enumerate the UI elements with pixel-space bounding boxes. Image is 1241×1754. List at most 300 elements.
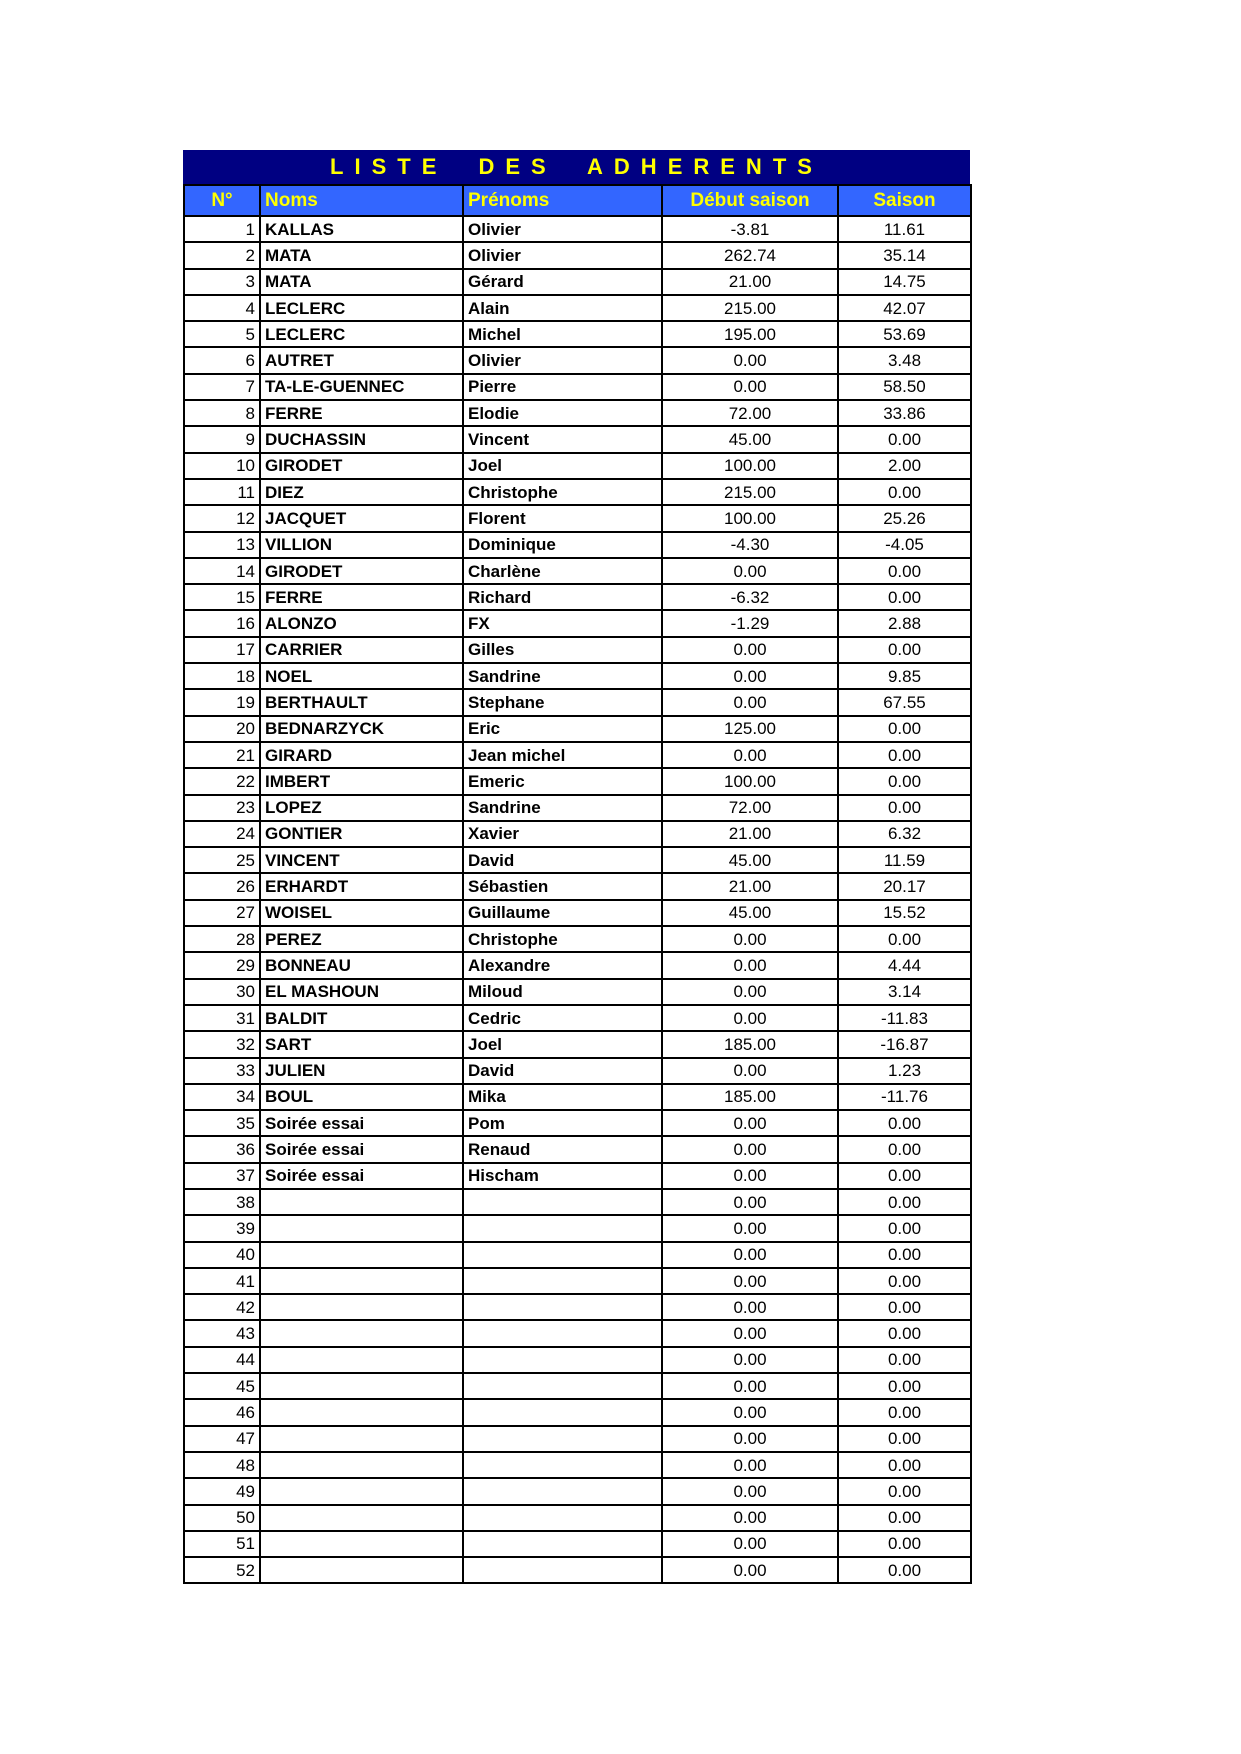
cell-prenom [463, 1452, 662, 1478]
cell-nom: FERRE [260, 584, 463, 610]
cell-numero: 12 [184, 505, 260, 531]
table-row [184, 821, 971, 847]
cell-numero: 14 [184, 558, 260, 584]
cell-saison: 0.00 [838, 1189, 971, 1215]
cell-saison: 0.00 [838, 479, 971, 505]
table-row [184, 795, 971, 821]
column-header-prenoms: Prénoms [463, 185, 662, 216]
table-row [184, 873, 971, 899]
cell-prenom: Alain [463, 295, 662, 321]
cell-numero: 15 [184, 584, 260, 610]
cell-numero: 7 [184, 374, 260, 400]
cell-prenom [463, 1426, 662, 1452]
cell-prenom: Xavier [463, 821, 662, 847]
cell-numero: 32 [184, 1031, 260, 1057]
cell-prenom: Olivier [463, 347, 662, 373]
cell-numero: 39 [184, 1215, 260, 1241]
cell-debut-saison: 185.00 [662, 1031, 838, 1057]
cell-nom [260, 1294, 463, 1320]
cell-nom: Soirée essai [260, 1110, 463, 1136]
table-row [184, 1242, 971, 1268]
cell-nom: EL MASHOUN [260, 979, 463, 1005]
cell-prenom: Guillaume [463, 900, 662, 926]
cell-prenom: Cedric [463, 1005, 662, 1031]
cell-prenom [463, 1531, 662, 1557]
table-row [184, 1478, 971, 1504]
cell-numero: 29 [184, 952, 260, 978]
cell-nom: MATA [260, 269, 463, 295]
cell-numero: 2 [184, 242, 260, 268]
cell-nom [260, 1347, 463, 1373]
cell-debut-saison: 0.00 [662, 558, 838, 584]
cell-nom [260, 1505, 463, 1531]
table-row [184, 242, 971, 268]
column-header-numero: N° [184, 185, 260, 216]
table-row [184, 1531, 971, 1557]
cell-prenom: Christophe [463, 479, 662, 505]
cell-prenom: Miloud [463, 979, 662, 1005]
cell-saison: -4.05 [838, 532, 971, 558]
cell-saison: 0.00 [838, 1347, 971, 1373]
cell-saison: 0.00 [838, 1478, 971, 1504]
cell-prenom: Mika [463, 1084, 662, 1110]
table-row [184, 1084, 971, 1110]
table-row [184, 1215, 971, 1241]
table-row [184, 532, 971, 558]
cell-debut-saison: 21.00 [662, 873, 838, 899]
cell-debut-saison: 0.00 [662, 1294, 838, 1320]
cell-debut-saison: 0.00 [662, 1478, 838, 1504]
cell-debut-saison: -3.81 [662, 216, 838, 242]
cell-saison: 0.00 [838, 1242, 971, 1268]
cell-saison: 67.55 [838, 689, 971, 715]
cell-nom: MATA [260, 242, 463, 268]
cell-numero: 50 [184, 1505, 260, 1531]
cell-nom: JULIEN [260, 1058, 463, 1084]
cell-nom: BERTHAULT [260, 689, 463, 715]
cell-debut-saison: 45.00 [662, 847, 838, 873]
cell-saison: 25.26 [838, 505, 971, 531]
cell-saison: 0.00 [838, 926, 971, 952]
cell-prenom: Elodie [463, 400, 662, 426]
table-row [184, 689, 971, 715]
cell-nom [260, 1478, 463, 1504]
cell-prenom [463, 1268, 662, 1294]
cell-numero: 49 [184, 1478, 260, 1504]
cell-debut-saison: 0.00 [662, 1215, 838, 1241]
cell-prenom [463, 1215, 662, 1241]
cell-nom: NOEL [260, 663, 463, 689]
cell-saison: 11.61 [838, 216, 971, 242]
cell-debut-saison: 0.00 [662, 1268, 838, 1294]
table-row [184, 1110, 971, 1136]
table-row [184, 216, 971, 242]
cell-saison: 0.00 [838, 1163, 971, 1189]
cell-prenom: Renaud [463, 1136, 662, 1162]
cell-saison: 0.00 [838, 637, 971, 663]
table-row [184, 979, 971, 1005]
cell-debut-saison: -4.30 [662, 532, 838, 558]
table-row [184, 900, 971, 926]
cell-numero: 34 [184, 1084, 260, 1110]
cell-debut-saison: 0.00 [662, 1189, 838, 1215]
table-row [184, 584, 971, 610]
table-row [184, 269, 971, 295]
cell-saison: 0.00 [838, 426, 971, 452]
cell-numero: 31 [184, 1005, 260, 1031]
cell-numero: 17 [184, 637, 260, 663]
cell-numero: 42 [184, 1294, 260, 1320]
cell-nom: IMBERT [260, 768, 463, 794]
cell-debut-saison: 72.00 [662, 400, 838, 426]
cell-nom: PEREZ [260, 926, 463, 952]
cell-nom: WOISEL [260, 900, 463, 926]
cell-prenom: Dominique [463, 532, 662, 558]
cell-numero: 3 [184, 269, 260, 295]
cell-nom: LECLERC [260, 321, 463, 347]
cell-prenom: Joel [463, 1031, 662, 1057]
cell-debut-saison: 0.00 [662, 1163, 838, 1189]
cell-numero: 43 [184, 1320, 260, 1346]
table-row [184, 1320, 971, 1346]
cell-debut-saison: 0.00 [662, 742, 838, 768]
cell-saison: 0.00 [838, 1399, 971, 1425]
cell-saison: 0.00 [838, 1320, 971, 1346]
cell-prenom: David [463, 1058, 662, 1084]
cell-nom [260, 1426, 463, 1452]
cell-numero: 36 [184, 1136, 260, 1162]
table-row [184, 1058, 971, 1084]
table-row [184, 505, 971, 531]
table-row [184, 768, 971, 794]
cell-prenom: FX [463, 610, 662, 636]
cell-debut-saison: 0.00 [662, 1320, 838, 1346]
cell-saison: 0.00 [838, 1505, 971, 1531]
cell-prenom: Richard [463, 584, 662, 610]
cell-nom: KALLAS [260, 216, 463, 242]
cell-saison: 33.86 [838, 400, 971, 426]
cell-prenom: Joel [463, 453, 662, 479]
cell-nom [260, 1531, 463, 1557]
cell-numero: 20 [184, 716, 260, 742]
cell-saison: 2.00 [838, 453, 971, 479]
cell-saison: 9.85 [838, 663, 971, 689]
cell-saison: 0.00 [838, 1452, 971, 1478]
table-row [184, 926, 971, 952]
cell-debut-saison: 21.00 [662, 269, 838, 295]
cell-nom: BEDNARZYCK [260, 716, 463, 742]
table-row [184, 1426, 971, 1452]
cell-numero: 46 [184, 1399, 260, 1425]
table-row [184, 426, 971, 452]
cell-numero: 33 [184, 1058, 260, 1084]
cell-prenom [463, 1399, 662, 1425]
cell-nom: GIRODET [260, 558, 463, 584]
cell-nom: BOUL [260, 1084, 463, 1110]
cell-saison: 53.69 [838, 321, 971, 347]
cell-debut-saison: 185.00 [662, 1084, 838, 1110]
cell-prenom: Michel [463, 321, 662, 347]
cell-nom: TA-LE-GUENNEC [260, 374, 463, 400]
table-row [184, 400, 971, 426]
cell-nom: JACQUET [260, 505, 463, 531]
cell-saison: 0.00 [838, 1268, 971, 1294]
cell-debut-saison: 0.00 [662, 926, 838, 952]
cell-prenom: Charlène [463, 558, 662, 584]
page-title: LISTE DES ADHERENTS [183, 150, 970, 184]
cell-numero: 41 [184, 1268, 260, 1294]
cell-numero: 44 [184, 1347, 260, 1373]
cell-debut-saison: 0.00 [662, 1242, 838, 1268]
cell-debut-saison: 0.00 [662, 637, 838, 663]
cell-debut-saison: 0.00 [662, 1005, 838, 1031]
cell-saison: 0.00 [838, 1215, 971, 1241]
cell-nom: AUTRET [260, 347, 463, 373]
cell-debut-saison: 0.00 [662, 1373, 838, 1399]
cell-prenom [463, 1189, 662, 1215]
cell-saison: 0.00 [838, 768, 971, 794]
table-row [184, 742, 971, 768]
table-row [184, 1268, 971, 1294]
cell-numero: 13 [184, 532, 260, 558]
cell-numero: 26 [184, 873, 260, 899]
cell-nom: DIEZ [260, 479, 463, 505]
cell-saison: 0.00 [838, 1531, 971, 1557]
cell-prenom: Jean michel [463, 742, 662, 768]
cell-prenom [463, 1373, 662, 1399]
cell-prenom: Sandrine [463, 663, 662, 689]
cell-debut-saison: 0.00 [662, 689, 838, 715]
cell-numero: 23 [184, 795, 260, 821]
cell-numero: 10 [184, 453, 260, 479]
table-row [184, 1294, 971, 1320]
cell-saison: 3.48 [838, 347, 971, 373]
cell-numero: 1 [184, 216, 260, 242]
cell-numero: 40 [184, 1242, 260, 1268]
table-row [184, 1136, 971, 1162]
cell-debut-saison: -1.29 [662, 610, 838, 636]
cell-prenom [463, 1557, 662, 1583]
cell-debut-saison: 100.00 [662, 768, 838, 794]
cell-saison: 20.17 [838, 873, 971, 899]
cell-prenom: Christophe [463, 926, 662, 952]
cell-nom: DUCHASSIN [260, 426, 463, 452]
cell-numero: 8 [184, 400, 260, 426]
cell-prenom [463, 1347, 662, 1373]
cell-debut-saison: 0.00 [662, 1399, 838, 1425]
cell-prenom: Sébastien [463, 873, 662, 899]
cell-numero: 25 [184, 847, 260, 873]
header-row [184, 185, 971, 216]
table-row [184, 1557, 971, 1583]
cell-debut-saison: 0.00 [662, 1557, 838, 1583]
cell-nom: ERHARDT [260, 873, 463, 899]
table-row [184, 1163, 971, 1189]
cell-debut-saison: 215.00 [662, 479, 838, 505]
cell-debut-saison: 0.00 [662, 1136, 838, 1162]
cell-nom: VILLION [260, 532, 463, 558]
cell-nom: GIRODET [260, 453, 463, 479]
cell-nom [260, 1215, 463, 1241]
cell-saison: -11.83 [838, 1005, 971, 1031]
cell-debut-saison: 0.00 [662, 1347, 838, 1373]
cell-numero: 19 [184, 689, 260, 715]
cell-nom [260, 1557, 463, 1583]
cell-numero: 37 [184, 1163, 260, 1189]
cell-nom: GONTIER [260, 821, 463, 847]
cell-debut-saison: 45.00 [662, 426, 838, 452]
cell-debut-saison: 0.00 [662, 347, 838, 373]
cell-debut-saison: 195.00 [662, 321, 838, 347]
cell-numero: 47 [184, 1426, 260, 1452]
cell-saison: 35.14 [838, 242, 971, 268]
cell-saison: 0.00 [838, 1373, 971, 1399]
table-row [184, 847, 971, 873]
members-table-body [184, 216, 971, 1583]
cell-debut-saison: 72.00 [662, 795, 838, 821]
cell-debut-saison: 0.00 [662, 1531, 838, 1557]
cell-saison: 58.50 [838, 374, 971, 400]
cell-numero: 38 [184, 1189, 260, 1215]
cell-debut-saison: 0.00 [662, 663, 838, 689]
table-row [184, 1373, 971, 1399]
cell-saison: 0.00 [838, 584, 971, 610]
cell-prenom: Emeric [463, 768, 662, 794]
cell-numero: 21 [184, 742, 260, 768]
table-row [184, 1005, 971, 1031]
cell-prenom: Sandrine [463, 795, 662, 821]
cell-prenom [463, 1505, 662, 1531]
cell-numero: 48 [184, 1452, 260, 1478]
members-table-container [183, 150, 970, 1584]
table-row [184, 610, 971, 636]
cell-saison: 0.00 [838, 1136, 971, 1162]
cell-saison: 11.59 [838, 847, 971, 873]
cell-saison: 2.88 [838, 610, 971, 636]
cell-saison: 0.00 [838, 795, 971, 821]
cell-debut-saison: 100.00 [662, 453, 838, 479]
cell-nom: CARRIER [260, 637, 463, 663]
cell-debut-saison: 0.00 [662, 1426, 838, 1452]
table-row [184, 295, 971, 321]
cell-saison: 0.00 [838, 1110, 971, 1136]
cell-debut-saison: 0.00 [662, 1452, 838, 1478]
cell-saison: 0.00 [838, 1426, 971, 1452]
table-row [184, 637, 971, 663]
cell-saison: 42.07 [838, 295, 971, 321]
cell-debut-saison: 0.00 [662, 979, 838, 1005]
cell-nom [260, 1242, 463, 1268]
cell-nom: FERRE [260, 400, 463, 426]
cell-debut-saison: 262.74 [662, 242, 838, 268]
table-row [184, 479, 971, 505]
cell-debut-saison: 21.00 [662, 821, 838, 847]
cell-nom: ALONZO [260, 610, 463, 636]
cell-nom [260, 1320, 463, 1346]
cell-numero: 28 [184, 926, 260, 952]
cell-numero: 30 [184, 979, 260, 1005]
cell-debut-saison: 215.00 [662, 295, 838, 321]
table-row [184, 1505, 971, 1531]
cell-prenom: Florent [463, 505, 662, 531]
cell-prenom: David [463, 847, 662, 873]
cell-nom [260, 1399, 463, 1425]
cell-debut-saison: 125.00 [662, 716, 838, 742]
cell-numero: 11 [184, 479, 260, 505]
cell-numero: 5 [184, 321, 260, 347]
cell-prenom [463, 1242, 662, 1268]
cell-prenom: Pierre [463, 374, 662, 400]
column-header-debut-saison: Début saison [662, 185, 838, 216]
cell-numero: 45 [184, 1373, 260, 1399]
table-row [184, 321, 971, 347]
cell-numero: 35 [184, 1110, 260, 1136]
cell-nom: BALDIT [260, 1005, 463, 1031]
column-header-saison: Saison [838, 185, 971, 216]
table-row [184, 1452, 971, 1478]
cell-prenom [463, 1478, 662, 1504]
cell-prenom: Olivier [463, 216, 662, 242]
cell-debut-saison: 0.00 [662, 1058, 838, 1084]
table-row [184, 1189, 971, 1215]
cell-debut-saison: 0.00 [662, 1110, 838, 1136]
cell-saison: 15.52 [838, 900, 971, 926]
cell-saison: 0.00 [838, 716, 971, 742]
cell-numero: 18 [184, 663, 260, 689]
cell-prenom: Gilles [463, 637, 662, 663]
cell-prenom: Eric [463, 716, 662, 742]
cell-debut-saison: 0.00 [662, 952, 838, 978]
cell-nom: GIRARD [260, 742, 463, 768]
cell-numero: 52 [184, 1557, 260, 1583]
cell-prenom [463, 1320, 662, 1346]
table-row [184, 716, 971, 742]
cell-saison: 0.00 [838, 558, 971, 584]
cell-prenom: Olivier [463, 242, 662, 268]
members-table [183, 184, 972, 1584]
table-row [184, 952, 971, 978]
cell-numero: 4 [184, 295, 260, 321]
cell-saison: 4.44 [838, 952, 971, 978]
cell-saison: 6.32 [838, 821, 971, 847]
cell-prenom: Gérard [463, 269, 662, 295]
cell-nom: LOPEZ [260, 795, 463, 821]
cell-saison: 1.23 [838, 1058, 971, 1084]
table-row [184, 663, 971, 689]
cell-nom: SART [260, 1031, 463, 1057]
table-row [184, 1031, 971, 1057]
cell-numero: 27 [184, 900, 260, 926]
cell-debut-saison: -6.32 [662, 584, 838, 610]
cell-prenom: Alexandre [463, 952, 662, 978]
cell-numero: 51 [184, 1531, 260, 1557]
cell-nom [260, 1189, 463, 1215]
cell-saison: 0.00 [838, 742, 971, 768]
cell-saison: 0.00 [838, 1294, 971, 1320]
cell-debut-saison: 0.00 [662, 1505, 838, 1531]
cell-numero: 9 [184, 426, 260, 452]
table-row [184, 347, 971, 373]
cell-saison: 14.75 [838, 269, 971, 295]
cell-debut-saison: 45.00 [662, 900, 838, 926]
cell-numero: 6 [184, 347, 260, 373]
cell-nom: Soirée essai [260, 1136, 463, 1162]
cell-numero: 22 [184, 768, 260, 794]
cell-nom [260, 1373, 463, 1399]
cell-nom: Soirée essai [260, 1163, 463, 1189]
cell-nom [260, 1452, 463, 1478]
table-row [184, 453, 971, 479]
